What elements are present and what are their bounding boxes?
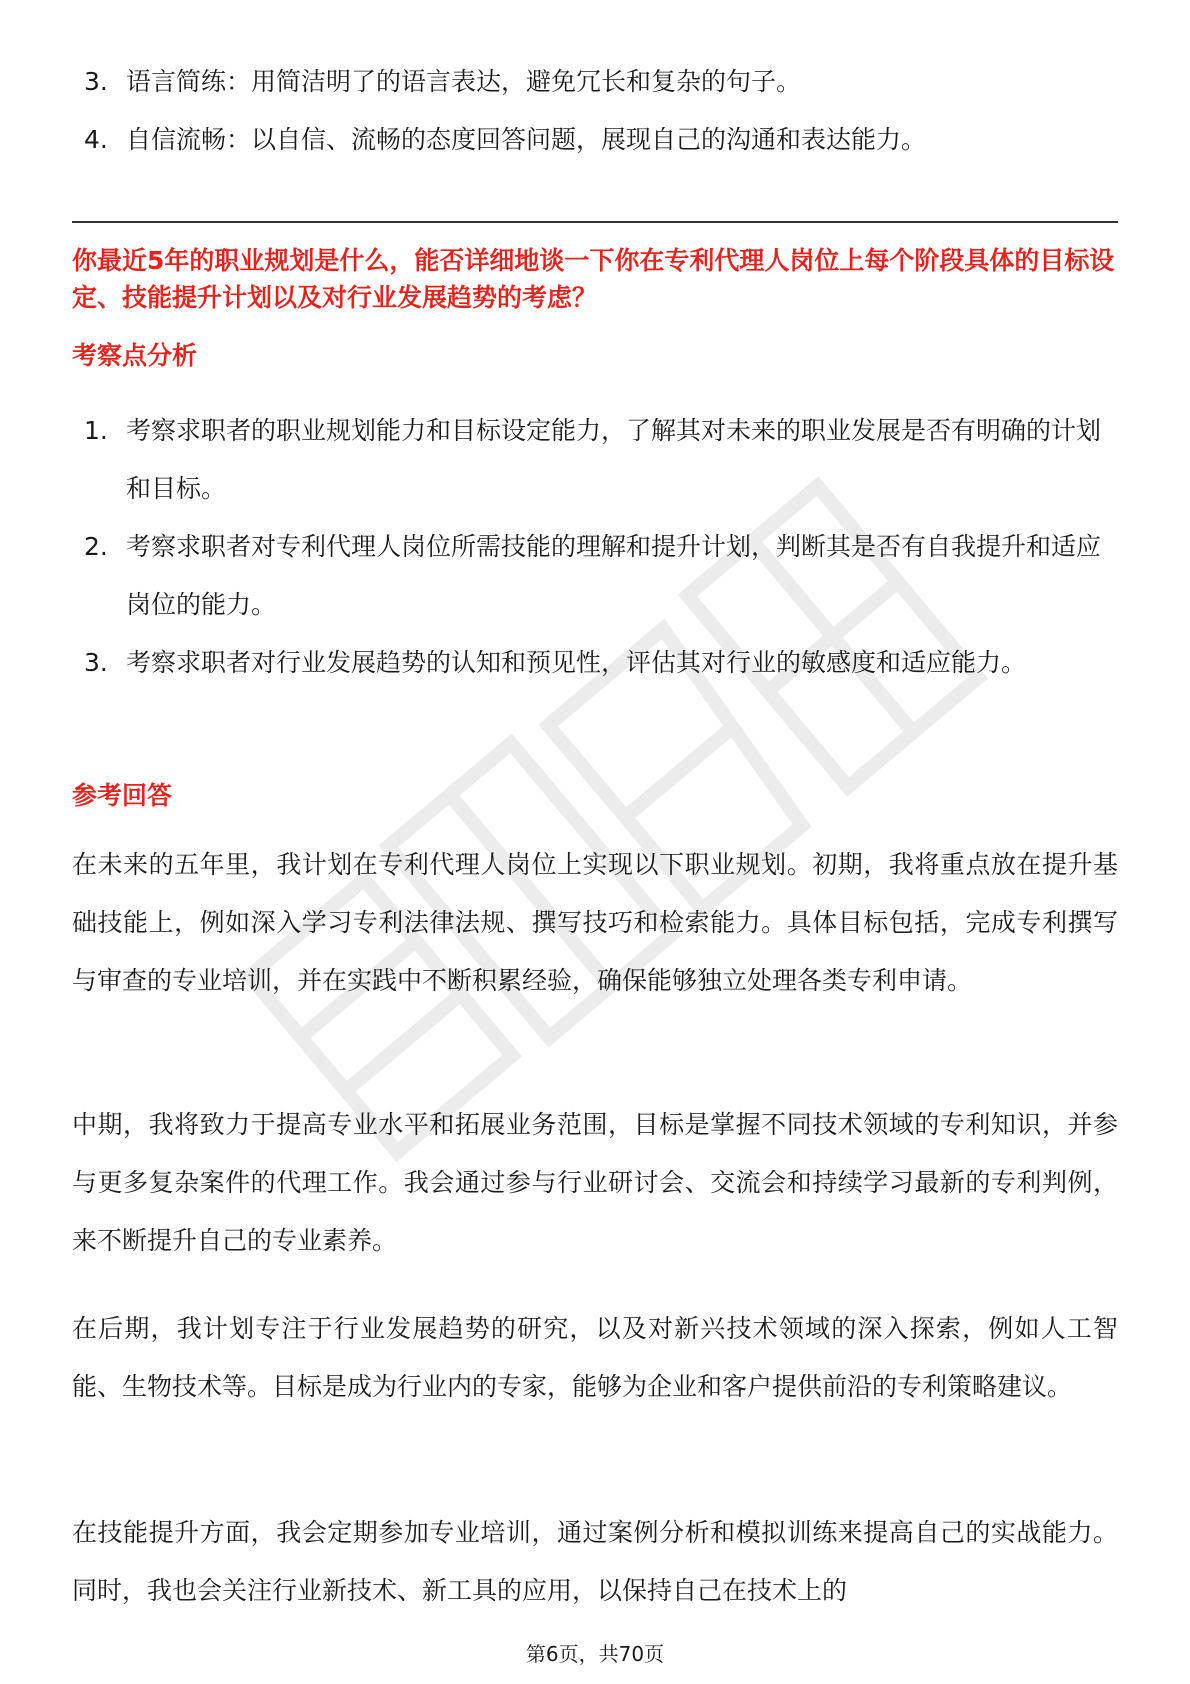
- list-item-number: 3.: [84, 648, 108, 677]
- list-item: [72, 634, 1118, 692]
- answer-heading: 参考回答: [72, 781, 173, 810]
- answer-paragraph: 在后期，我计划专注于行业发展趋势的研究，以及对新兴技术领域的深入探索，例如人工智能、生物技术等。目标是成为行业内的专家，能够为企业和客户提供前沿的专利策略建议。: [72, 1314, 1118, 1401]
- section-divider: [72, 221, 1118, 223]
- answer-paragraph: 在技能提升方面，我会定期参加专业培训，通过案例分析和模拟训练来提高自己的实战能力。同时，我也会关注行业新技术、新工具的应用，以保持自己在技术上的: [72, 1518, 1118, 1605]
- analysis-list: [72, 402, 1118, 692]
- list-item-text: 考察求职者对行业发展趋势的认知和预见性，评估其对行业的敏感度和适应能力。: [126, 648, 1027, 677]
- answer-paragraph: 在未来的五年里，我计划在专利代理人岗位上实现以下职业规划。初期，我将重点放在提升基础技能上，例如深入学习专利法律法规、撰写技巧和检索能力。具体目标包括，完成专利撰写与审查的专业培训，并在实践中不断积累经验，确保能够独立处理各类专利申请。: [72, 850, 1118, 995]
- answer-paragraph: 中期，我将致力于提高专业水平和拓展业务范围，目标是掌握不同技术领域的专利知识，并参与更多复杂案件的代理工作。我会通过参与行业研讨会、交流会和持续学习最新的专利判例，来不断提升自己的专业素养。: [72, 1110, 1118, 1255]
- list-item-number: 2.: [84, 532, 108, 561]
- list-item: [72, 111, 1118, 169]
- list-item-text: 考察求职者对专利代理人岗位所需技能的理解和提升计划，判断其是否有自我提升和适应岗位的能力。: [126, 532, 1102, 619]
- page-number-footer: 第6页，共70页: [525, 1642, 665, 1666]
- list-item-number: 1.: [84, 416, 108, 445]
- list-item-text: 考察求职者的职业规划能力和目标设定能力，了解其对未来的职业发展是否有明确的计划和目标。: [126, 416, 1102, 503]
- list-item-text: 自信流畅：以自信、流畅的态度回答问题，展现自己的沟通和表达能力。: [126, 125, 927, 154]
- interview-question: 你最近5年的职业规划是什么，能否详细地谈一下你在专利代理人岗位上每个阶段具体的目标设定、技能提升计划以及对行业发展趋势的考虑？: [72, 246, 1115, 312]
- list-item: [72, 518, 1118, 634]
- list-item-number: 3.: [84, 67, 108, 96]
- list-item-number: 4.: [84, 125, 108, 154]
- list-item: [72, 53, 1118, 111]
- list-item-text: 语言简练：用简洁明了的语言表达，避免冗长和复杂的句子。: [126, 67, 802, 96]
- list-item: [72, 402, 1118, 518]
- top-tips-list: [72, 53, 1118, 169]
- analysis-heading: 考察点分析: [72, 341, 198, 370]
